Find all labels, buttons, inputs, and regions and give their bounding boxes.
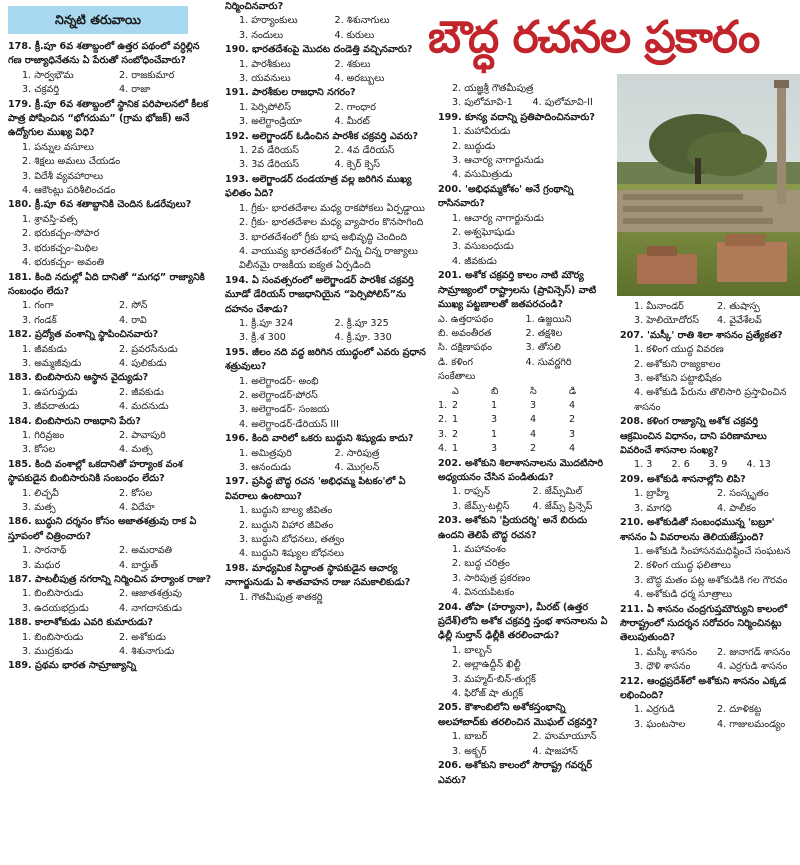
question-block (620, 675, 800, 733)
answer-option: 2. అశోకుడు (119, 631, 166, 643)
question-block (438, 759, 613, 788)
answer-option: 3. విదేశీ వ్యవహారాలు (22, 170, 104, 182)
answer-option: 4. అశోకుడి పేరును తొలిసారి ప్రస్తావించిన శాసనం (634, 387, 787, 413)
answer-option: 1. గంగా (22, 300, 54, 312)
question-text: 180. క్రీ.పూ 6వ శతాబ్దానికి చెందిన ఓడరేవులు? (8, 199, 192, 211)
answer-option: 1. ఆచార్య నాగార్జునుడు (452, 212, 544, 224)
answer-options (634, 646, 800, 675)
match-item: బి. అవంతీరత (438, 327, 492, 339)
answer-option: 2. బుద్ధుని విహార జీవితం (239, 519, 334, 531)
codes-cell: 1. (438, 399, 448, 411)
answer-option: 4. శిశునాగుడు (119, 646, 175, 658)
answer-option: 1. అలెగ్జాండర్- అంభి (239, 375, 319, 387)
question-text: 179. క్రీ.పూ 6వ శతాబ్దంలో స్థానిక పరిపాలనలో కీలక పాత్ర పోషించిన “భోగదుమ” (గ్రామ భోజక్) అనే ఉద్యోగుల ముఖ్య విధి? (8, 98, 212, 139)
answer-option: 4. అశోకుడి ధర్మ సూత్రాలు (634, 589, 733, 601)
answer-options (22, 429, 216, 458)
question-text: 191. పారశీకుల రాజధాని నగరం? (225, 87, 356, 99)
answer-option: 3. అమ్మజీవుడు (22, 357, 82, 369)
answer-option: 1. బింబిసారుడు (22, 588, 84, 600)
question-block (225, 43, 430, 86)
question-text: 204. తోపా (హర్యానా), మీరట్ (ఉత్తర ప్రదేశ్)లోని అశోక చక్రవర్తి స్తంభ శాసనాలను ఏ ఢిల్లీ సుల్తాన్ ఢిల్లీకి తరలించాడు? (438, 601, 611, 642)
section-label: నిన్నటి తరువాయి (8, 6, 188, 34)
answer-option: 4. మీరట్ (334, 116, 370, 128)
question-block (620, 300, 800, 329)
question-text: 188. కాలాశోకుడు ఎవరి కుమారుడు? (8, 617, 153, 629)
answer-option: 1. 2వ డేరియస్ (239, 145, 300, 157)
question-text: 181. కింది నదుల్లో ఏది దానితో “మగధ” రాజ్యానికి సంబంధం లేదు? (8, 271, 209, 297)
codes-header (438, 385, 608, 399)
question-text: 212. ఆంధ్రప్రదేశ్‌లో అశోకుని శాసనం ఎక్కడ లభించింది? (620, 675, 790, 701)
answer-option: 2. గాంధార (334, 101, 376, 113)
answer-option: 3. ఆచార్య నాగార్జునుడు (452, 155, 544, 167)
answer-option: 4. 13 (746, 459, 771, 471)
answer-options (452, 212, 613, 270)
answer-option: 1. జీవకుడు (22, 343, 67, 355)
question-text: 211. ఏ శాసనం చంద్రగుప్తమౌర్యుని కాలంలో సౌరాష్ట్రంలో సుదర్శన సరోవరం నిర్మించినట్లు తెలుపుతుంది? (620, 603, 791, 644)
question-text: 203. అశోకుని 'ప్రియదర్శి' అనే బిరుదు ఉందని తెలిపే బౌద్ధ రచన? (438, 515, 591, 541)
answer-option: 2. బుద్ధ చరిత్రం (452, 558, 510, 570)
codes-cell: 4. (438, 443, 448, 455)
answer-option: 3. మహ్మద్-బిన్-తుగ్లక్ (452, 673, 536, 685)
codes-cell: 2 (452, 428, 459, 440)
answer-option: 1. గిరివ్రజం (22, 429, 65, 441)
question-block (225, 475, 430, 561)
question-block (225, 0, 430, 43)
answer-option: 3. అలెగ్జాండర్- సంజయ (239, 404, 330, 416)
match-pairs (438, 313, 613, 371)
answer-option: 1. 3 (634, 459, 653, 471)
answer-option: 3. ఘంటసాల (634, 718, 686, 730)
answer-options (239, 504, 430, 562)
codes-cell: 3 (530, 399, 537, 411)
answer-option: 2. బుద్ధుడు (452, 140, 496, 152)
answer-option: 3. భరుకచ్చం-మిథిల (22, 242, 98, 254)
codes-head-cell: ఎ (452, 385, 459, 397)
answer-option: 1. పెర్సిపోలిస్ (239, 101, 291, 113)
answer-option: 1. లిచ్ఛవీ (22, 487, 59, 499)
answer-options (634, 703, 800, 732)
answer-options (239, 375, 430, 433)
question-text: నిర్మించినవారు? (225, 1, 284, 12)
answer-options (22, 213, 216, 271)
codes-row (438, 399, 608, 413)
answer-option: 2. రాజకుమార (119, 69, 175, 81)
answer-option: 3. ముద్రకుడు (22, 646, 74, 658)
codes-cell: 2 (569, 414, 576, 426)
answer-options (239, 447, 430, 476)
match-item: ఎ. ఉత్తరాపథం (438, 313, 494, 325)
answer-option: 3. నందులు (239, 29, 284, 41)
question-text: 200. 'అభిధమ్మకోశం' అనే గ్రంథాన్ని రాసినవారు? (438, 183, 577, 210)
answer-option: 4. వినయపిటకం (452, 587, 515, 599)
answer-option: 3. బుద్ధుని బోధనలు, తత్వం (239, 534, 345, 546)
question-text: 207. 'మస్కీ' రాతి శిలా శాసనం ప్రత్యేకత? (620, 329, 783, 341)
codes-blank (438, 385, 452, 399)
answer-option: 3. మత్స (22, 502, 56, 513)
question-text: 206. అశోకుని కాలంలో సౌరాష్ట్ర గవర్నర్ ఎవరు? (438, 760, 596, 786)
answer-option: 4. అరబ్బులు (334, 73, 385, 85)
answer-option: 3. 9 (709, 459, 728, 471)
column-2 (225, 0, 430, 605)
question-block (225, 86, 430, 129)
answer-option: 1. హర్యాంకులు (239, 15, 298, 27)
question-block (8, 40, 216, 98)
ruins-photo (617, 74, 800, 296)
codes-cell: 3 (569, 428, 576, 440)
question-text: 192. అలెగ్జాండర్ ఓడించిన పారశీక చక్రవర్తి ఎవరు? (225, 130, 419, 142)
answer-option: 3. మాగధి (634, 502, 672, 514)
answer-option: 2. పావాపురి (119, 429, 166, 441)
question-block (438, 701, 613, 759)
col1-list (8, 40, 216, 674)
answer-option: 1. మహావీరుడు (452, 126, 511, 138)
answer-option: 4. కురులు (334, 29, 375, 41)
answer-option: 4. భరుకచ్చం- అవంతి (22, 257, 105, 269)
codes-head-cell: సి (530, 385, 537, 397)
answer-option: 4. ఆకౌంట్లు పరిశీలించడం (22, 185, 116, 197)
codes-cell: 1 (452, 443, 459, 455)
answer-option: 4. మొగ్గలన్ (334, 462, 380, 473)
answer-option: 2. ప్రవరసేనుడు (119, 343, 178, 355)
question-text: 178. క్రీ.పూ 6వ శతాబ్దంలో ఉత్తర పథంలో వర్ధిల్లిన గణ రాజ్యాధినేతను ఏ పేరుతో సంబోధించేవారు? (8, 41, 203, 67)
answer-option: 2. గ్రీకు- భారతదేశాల మధ్య వ్యాపారం కొనసాగింది (239, 217, 424, 229)
question-block (8, 371, 216, 414)
question-block (438, 601, 613, 702)
answer-option: 4. అలెగ్జాండర్-డేరియస్ III (239, 418, 339, 430)
answer-option: 2. జీవకుడు (119, 386, 164, 398)
codes-row (438, 428, 608, 442)
answer-options (22, 386, 216, 415)
answer-options (22, 487, 216, 516)
answer-options (634, 487, 800, 516)
question-block (225, 173, 430, 274)
answer-option: 1. ఉపగుప్తుడు (22, 386, 78, 398)
answer-options (22, 141, 216, 199)
answer-option: 2. అల్లాఉద్దీన్ ఖిల్జీ (452, 659, 521, 671)
codes-cell: 1 (491, 399, 498, 411)
page-title: బౌద్ధ రచనల ప్రకారం (428, 12, 760, 63)
question-text: 194. ఏ సంవత్సరంలో అలెగ్జాండర్ పారశీక చక్రవర్తి మూడో డేరియస్ రాజధానియైన “పెర్సిపోలిస్”ను దహనం చేశాడు? (225, 274, 418, 315)
answer-option: 2. శకులు (334, 58, 371, 70)
answer-option: 1. క్రీ.పూ 324 (239, 317, 294, 329)
match-item: డి. కళింగ (438, 356, 473, 368)
answer-option: 1. కళింగ యుద్ధ వివరణ (634, 344, 724, 356)
question-text: 193. అలెగ్జాండర్ దండయాత్ర వల్ల జరిగిన ముఖ్య ఫలితం ఏది? (225, 173, 415, 200)
answer-option: 1. అమిత్రపురి (239, 447, 292, 459)
answer-options (239, 202, 430, 274)
question-text: 184. బింబిసారుని రాజధాని పేరు? (8, 415, 141, 427)
answer-options (634, 343, 800, 415)
answer-options (239, 14, 430, 43)
question-block (8, 328, 216, 371)
column-1 (8, 0, 216, 674)
answer-options (239, 591, 430, 605)
answer-option: 1. సార్వభౌమ (22, 69, 74, 81)
question-text: 195. జీలం నది వద్ద జరిగిన యుద్ధంలో ఎవరు ప్రధాన శత్రువులు? (225, 346, 430, 373)
answer-option: 4. ఫిరోజ్ షా తుగ్లక్ (452, 688, 524, 700)
match-item: 1. ఉజ్జయిని (525, 313, 572, 325)
codes-cell: 2 (530, 443, 537, 455)
answer-option: 4. గాజులమండ్యం (717, 718, 786, 730)
answer-option: 4. రాజా (119, 84, 151, 96)
answer-options (452, 730, 613, 759)
answer-option: 4. బుద్ధుని శిష్యుల బోధనలు (239, 548, 344, 560)
answer-option: 2. కళింగ యుద్ధ ఫలితాలు (634, 560, 731, 572)
codes-cell: 3 (491, 443, 498, 455)
answer-option: 2. ఆజాతశత్రువు (119, 588, 182, 600)
question-block (620, 603, 800, 675)
answer-option: 3. వసుబంధుడు (452, 241, 514, 253)
question-block (225, 346, 430, 432)
answer-option: 2. జునాగడ్ శాసనం (717, 646, 791, 658)
answer-option: 1. శ్రావస్తి-వత్స (22, 213, 78, 225)
answer-option: 4. నాగదాసకుడు (119, 602, 182, 614)
answer-option: 2. క్రీ.పూ 325 (334, 317, 389, 329)
answer-options (634, 458, 784, 472)
question-block (438, 514, 613, 600)
question-text: 189. ప్రథమ భారత సామ్రాజ్యాన్ని (8, 660, 137, 672)
answer-options-row (452, 96, 613, 110)
answer-option: 2. జేమ్స్‌మిల్ (532, 486, 583, 498)
answer-option: 1. సారనాథ్ (22, 545, 67, 557)
question-text: 190. భారతదేశంపై మొదట దండెత్తి వచ్చినవారు? (225, 44, 413, 56)
answer-option: 2. హుమాయూన్ (532, 731, 597, 743)
answer-option: 2. అమరావతి (119, 545, 173, 557)
answer-options (22, 587, 216, 616)
question-block (620, 473, 800, 516)
answer-options (239, 101, 430, 130)
answer-option: 1. మస్కీ శాసనం (634, 646, 698, 658)
answer-option: 2. శిశునాగులు (334, 15, 390, 27)
question-text: 205. కౌశాంబిలోని అశోకస్తంభాన్ని అలహాబాద్‌కు తరలించిన మొఘల్ చక్రవర్తి? (438, 702, 598, 728)
codes-cell: 4 (569, 443, 576, 455)
question-block (438, 82, 613, 111)
answer-options (452, 644, 613, 702)
answer-option: 2. అలెగ్జాండర్-పోరస్ (239, 389, 318, 401)
answer-option: 1. మీనాండర్ (634, 301, 684, 312)
question-text: 199. కూన్య వదాన్ని ప్రతిపాదించినవారు? (438, 111, 595, 123)
question-block (8, 415, 216, 458)
question-text: 208. కళింగ రాజ్యాన్ని అశోక చక్రవర్తి ఆక్రమించిన విధానం, దాని పరిణామాలు వివరించే శాసనాల సంఖ్య? (620, 416, 771, 457)
answer-option: 2. తుషాస్ప (717, 301, 760, 312)
answer-options (239, 144, 430, 173)
answer-option: 1. రాఫ్సన్ (452, 486, 490, 498)
answer-options (452, 485, 613, 514)
col3-list (438, 82, 613, 788)
codes-cell: 3. (438, 428, 448, 440)
answer-option: 1. ఎర్రగుడి (634, 704, 675, 716)
question-text: 185. కింది వంశాల్లో ఒకదానితో హర్యాంక వంశ స్థాపకుడైన బింబిసారునికి సంబంధం లేదు? (8, 458, 187, 485)
answer-options (452, 543, 613, 601)
answer-option: 2. సంస్కృతం (717, 488, 769, 500)
answer-options (634, 545, 800, 603)
answer-option: 4. వసుమిత్రుడు (452, 169, 513, 181)
answer-options (22, 631, 216, 660)
answer-option: 4. జీవకుడు (452, 255, 497, 267)
answer-option: 3. గండక్ (22, 314, 57, 326)
answer-option: 4. జేమ్స్ ప్రిన్సెప్ (532, 500, 593, 512)
codes-cell: 4 (530, 428, 537, 440)
answer-option: 3. 3వ డేరియస్ (239, 159, 300, 171)
answer-option: 3. అలెగ్జాండ్రియా (239, 116, 302, 128)
answer-option: 1. పన్నుల వసూలు (22, 141, 94, 153)
answer-option: 2. 4వ డేరియస్ (334, 145, 395, 157)
answer-option: 3. బౌద్ధ మతం పట్ల అశోకుడికి గల గౌరవం (634, 574, 788, 586)
answer-option: 2. సారిపుత్ర (334, 447, 380, 459)
question-text: 183. బింబిసారుని ఆస్థాన వైద్యుడు? (8, 372, 149, 384)
col2-list (225, 0, 430, 605)
answer-option: 3. జీవదాతుడు (22, 401, 80, 413)
question-block (8, 198, 216, 270)
question-text: 209. అశోకుడి శాసనాల్లోని లిపి? (620, 473, 746, 485)
question-text: 196. కింది వారిలో ఒకరు బుద్ధుని శిష్యుడు కాదు? (225, 433, 414, 445)
codes-cell: 1 (452, 414, 459, 426)
answer-options (22, 69, 216, 98)
codes-cell: 4 (530, 414, 537, 426)
answer-option: 4. మత్స (119, 444, 153, 456)
answer-option: 2. శిక్షలు అమలు చేయడం (22, 156, 121, 168)
answer-option: 1. పారశీకులు (239, 58, 291, 70)
ruins-photo-image (617, 74, 800, 296)
col4-list (620, 300, 800, 732)
answer-option: 4. పులికుడు (119, 357, 167, 369)
question-block (620, 415, 800, 473)
question-text: 187. పాటలీపుత్ర నగరాన్ని నిర్మించిన హర్యాంక రాజు? (8, 574, 212, 586)
answer-option: 1. మహావంశం (452, 544, 506, 555)
answer-option: 1. గౌతమీపుత్ర శాతకర్ణి (239, 591, 323, 603)
question-block (438, 457, 613, 515)
question-block (8, 458, 216, 516)
answer-option: 4. షాజహాన్ (532, 745, 578, 757)
question-block (225, 432, 430, 475)
answer-option: 4. క్సెర్ క్సెస్ (334, 159, 380, 171)
question-block (438, 183, 613, 269)
answer-option: 1. బాబర్ (452, 731, 488, 743)
answer-option: 4. బార్హుత్ (119, 559, 158, 571)
answer-option: 4. పులోమావి-II (532, 97, 593, 109)
answer-option: 2. 6 (671, 459, 690, 471)
question-block (225, 562, 430, 605)
codes-head-cell: డి (569, 385, 577, 397)
codes-cell: 1 (491, 428, 498, 440)
codes-head-cell: బి (491, 385, 499, 397)
answer-option: 3. చక్రవర్తి (22, 84, 60, 96)
answer-option: 3. ఉదయభద్రుడు (22, 602, 89, 614)
answer-option: 3. ఆనందుడు (239, 462, 291, 473)
match-item: 3. తోసలి (525, 342, 561, 354)
question-text: 202. అశోకుని శిలాశాసనాలను మొదటిసారి అధ్యయనం చేసిన పండితుడు? (438, 457, 607, 483)
codes-cell: 2. (438, 414, 448, 426)
answer-option: 3. క్రీ.శ 300 (239, 332, 286, 344)
answer-option: 4. క్రీ.పూ. 330 (334, 332, 392, 344)
answer-options (22, 299, 216, 328)
question-block (8, 515, 216, 573)
answer-option: 4. రావి (119, 314, 147, 326)
answer-option: 3. కోసల (22, 444, 56, 456)
answer-option: 4. వాయువ్య భారతదేశంలో చిన్న చిన్న రాజ్యాలు విలీనమై రాజకీయ ఐక్యత ఏర్పడింది (239, 245, 418, 272)
answer-options (239, 317, 430, 346)
codes-label: సంకేతాలు (438, 371, 476, 383)
answer-option: 3. అక్బర్ (452, 745, 487, 757)
answer-option: 2. సోన్ (119, 300, 148, 312)
answer-option: 1. అశోకుడి సింహాసనమధిష్ఠించే సంఘటన (634, 545, 791, 557)
codes-cell: 3 (491, 414, 498, 426)
question-block (8, 271, 216, 329)
question-text: 198. మాధ్యమిక సిద్ధాంత స్థాపకుడైన ఆచార్య నాగార్జునుడు ఏ శాతవాహన రాజు సమకాలికుడు? (225, 562, 411, 589)
question-block (438, 111, 613, 183)
match-item: సి. దక్షిణాపథం (438, 342, 492, 354)
question-text: 210. అశోకుడితో సంబంధమున్న 'బబ్రూ' శాసనం ఏ వివరాలను తెలియజేస్తుంది? (620, 517, 778, 543)
match-item: 4. సువర్ణగిరి (525, 356, 572, 368)
column-3 (438, 82, 613, 788)
answer-option: 2. అశ్వఘోషుడు (452, 227, 515, 239)
answer-options (452, 125, 613, 183)
question-block (8, 659, 216, 673)
answer-option: 3. ధౌళి శాసనం (634, 661, 691, 673)
answer-option: 3. హెలియోదోరస్ (634, 315, 699, 327)
answer-option: 3. అశోకుని పట్టాభిషేకం (634, 373, 722, 385)
answer-option: 1. గ్రీకు- భారతదేశాల మధ్య రాకపోకలు ఏర్పడ్డాయి (239, 202, 425, 214)
question-block (225, 130, 430, 173)
answer-option: 4. మదనుడు (119, 401, 169, 413)
answer-option: 1. బాల్బన్ (452, 644, 492, 656)
answer-option: 2. కోసల (119, 487, 153, 499)
codes-row (438, 413, 608, 427)
question-block (620, 516, 800, 602)
answer-option: 4. వైవేశేలవ్ (717, 315, 762, 327)
answer-option: 4. ఎర్రగుడి శాసనం (717, 661, 788, 673)
answer-options (22, 343, 216, 372)
answer-options (452, 82, 613, 111)
question-text: 197. ప్రసిద్ధ బౌద్ధ రచన 'అభిధమ్మ పిటకం'లో ఏ వివరాలు ఉంటాయి? (225, 476, 409, 502)
codes-cell: 4 (569, 399, 576, 411)
answer-option: 1. బ్రాహ్మీ (634, 488, 669, 500)
answer-option: 1. బుద్ధుని బాల్య జీవితం (239, 505, 333, 517)
codes-cell: 2 (452, 399, 459, 411)
question-block (438, 269, 613, 456)
answer-option: 3. పులోమావి-1 (452, 97, 513, 109)
answer-option: 3. జేమ్స్-టల్లిస్ (452, 500, 510, 512)
answer-option: 2. భరుకచ్చం-సోపార (22, 228, 100, 240)
question-text: 201. అశోక చక్రవర్తి కాలం నాటి మౌర్య సామ్రాజ్యంలో రాష్ట్రాలను (ప్రావిన్సెస్) వాటి ముఖ్య పట్టణాలతో జతపరచండి? (438, 270, 600, 311)
answer-options (22, 544, 216, 573)
question-block (225, 274, 430, 346)
question-block (8, 616, 216, 659)
answer-option: 2. దూళికట్ట (717, 704, 762, 716)
question-text: 182. ప్రద్యోత వంశాన్ని స్థాపించినవారు? (8, 329, 159, 341)
question-block (8, 573, 216, 616)
answer-option: 3. మధుర (22, 559, 61, 571)
answer-option: 3. యవనులు (239, 73, 291, 85)
answer-option: 4. విదేహ (119, 502, 155, 513)
answer-option: 2. అశోకుని రాజ్యకాలం (634, 358, 721, 370)
answer-option: 2. యజ్ఞశ్రీ గౌతమీపుత్ర (452, 83, 534, 94)
question-text: 186. బుద్ధుని దర్శనం కోసం అజాతశత్రువు రాక ఏ స్తూపంలో చిత్రించారు? (8, 516, 200, 542)
match-item: 2. తక్షశిల (525, 327, 563, 339)
question-block (620, 329, 800, 415)
answer-option: 1. బింబిసారుడు (22, 631, 84, 643)
codes-row (438, 442, 608, 456)
answer-option: 3. సారిపుత్ర ప్రకరణం (452, 572, 531, 584)
answer-options (634, 300, 800, 329)
answer-options (239, 58, 430, 87)
column-4 (620, 300, 800, 732)
question-block (8, 98, 216, 199)
answer-option: 3. భారతదేశంలో గ్రీకు భాష అభివృద్ధి చెందింది (239, 231, 408, 243)
answer-option: 4. పాలీకం (717, 502, 756, 514)
